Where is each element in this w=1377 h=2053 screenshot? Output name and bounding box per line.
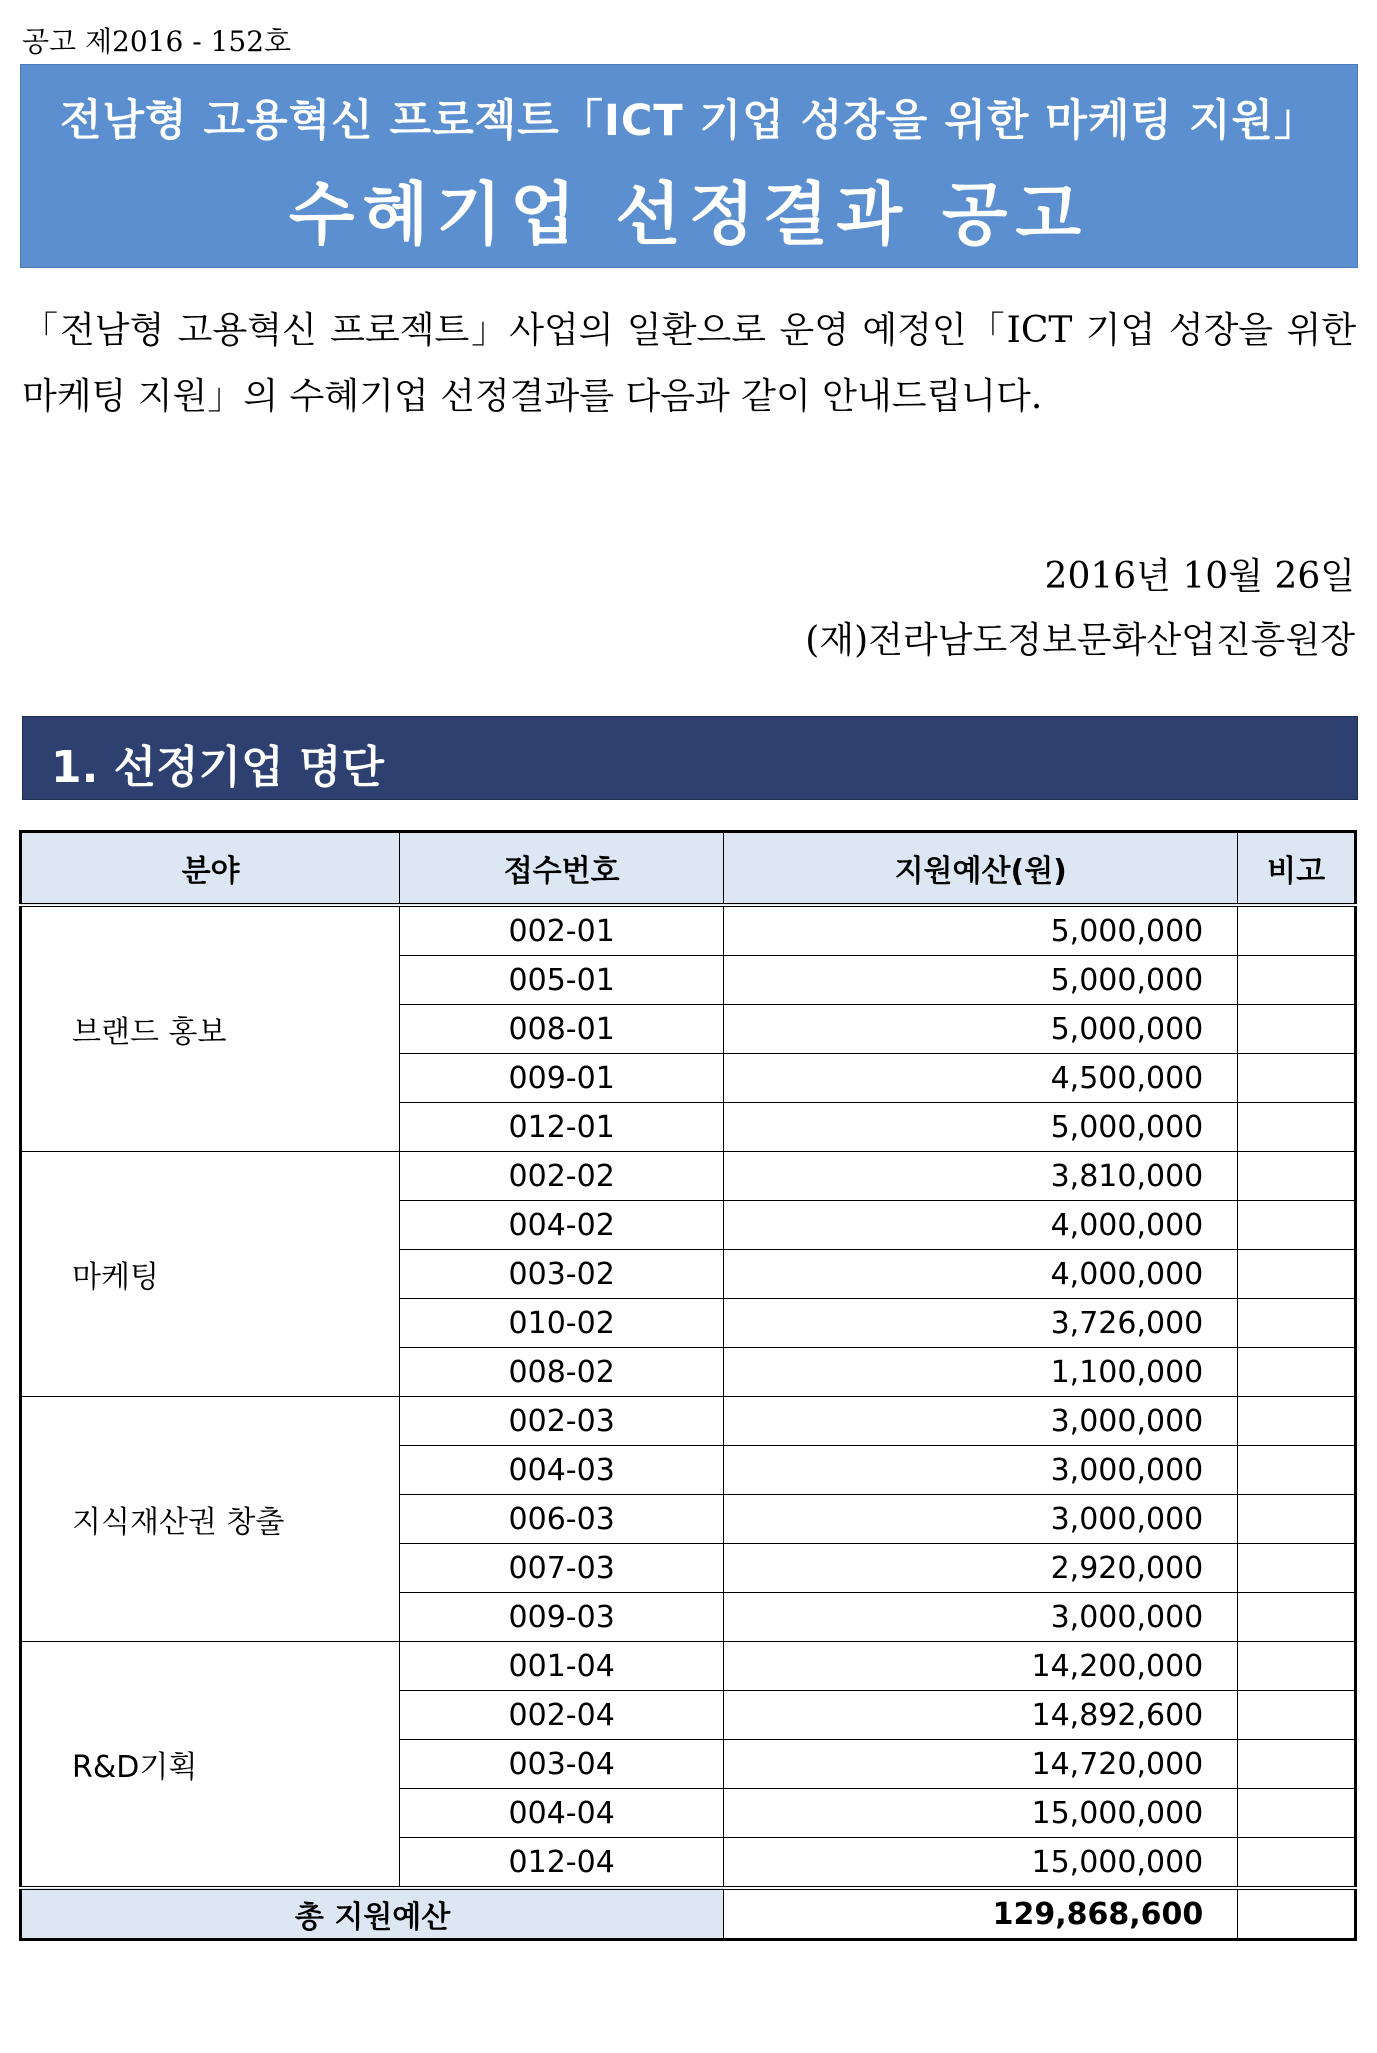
remarks-cell xyxy=(1238,1201,1356,1250)
receipt-number-cell: 002-01 xyxy=(400,905,724,956)
receipt-number-cell: 009-01 xyxy=(400,1054,724,1103)
budget-cell: 3,726,000 xyxy=(724,1299,1238,1348)
receipt-number-cell: 004-02 xyxy=(400,1201,724,1250)
remarks-cell xyxy=(1238,1397,1356,1446)
budget-cell: 3,000,000 xyxy=(724,1397,1238,1446)
budget-cell: 3,000,000 xyxy=(724,1446,1238,1495)
receipt-number-cell: 008-01 xyxy=(400,1005,724,1054)
total-remarks-cell xyxy=(1238,1888,1356,1940)
remarks-cell xyxy=(1238,1103,1356,1152)
title-line-2: 수혜기업 선정결과 공고 xyxy=(288,176,1090,255)
remarks-cell xyxy=(1238,1642,1356,1691)
receipt-number-cell: 003-02 xyxy=(400,1250,724,1299)
remarks-cell xyxy=(1238,1005,1356,1054)
notice-number: 공고 제2016 - 152호 xyxy=(22,25,292,58)
receipt-number-cell: 004-04 xyxy=(400,1789,724,1838)
total-row xyxy=(21,1888,1356,1940)
remarks-cell xyxy=(1238,1789,1356,1838)
remarks-cell xyxy=(1238,956,1356,1005)
table-body xyxy=(21,905,1356,1940)
budget-cell: 4,000,000 xyxy=(724,1201,1238,1250)
title-line-1: 전남형 고용혁신 프로젝트「ICT 기업 성장을 위한 마케팅 지원」 xyxy=(59,96,1319,146)
receipt-number-cell: 006-03 xyxy=(400,1495,724,1544)
notice-date: 2016년 10월 26일 xyxy=(1044,556,1355,597)
section-title: 1. 선정기업 명단 xyxy=(51,742,384,793)
remarks-cell xyxy=(1238,1495,1356,1544)
category-cell: 브랜드 홍보 xyxy=(21,905,400,1152)
category-cell: 지식재산권 창출 xyxy=(21,1397,400,1642)
budget-cell: 15,000,000 xyxy=(724,1789,1238,1838)
budget-cell: 14,892,600 xyxy=(724,1691,1238,1740)
remarks-cell xyxy=(1238,1299,1356,1348)
receipt-number-cell: 002-03 xyxy=(400,1397,724,1446)
remarks-cell xyxy=(1238,1593,1356,1642)
remarks-cell xyxy=(1238,1691,1356,1740)
section-header xyxy=(22,716,1358,800)
budget-cell: 15,000,000 xyxy=(724,1838,1238,1889)
receipt-number-cell: 004-03 xyxy=(400,1446,724,1495)
header-category: 분야 xyxy=(21,832,400,906)
receipt-number-cell: 002-04 xyxy=(400,1691,724,1740)
intro-paragraph: 「전남형 고용혁신 프로젝트」사업의 일환으로 운영 예정인「ICT 기업 성장을 위한 마케팅 지원」의 수혜기업 선정결과를 다음과 같이 안내드립니다. xyxy=(22,310,1356,417)
category-cell: R&D기획 xyxy=(21,1642,400,1889)
budget-cell: 5,000,000 xyxy=(724,1005,1238,1054)
total-value: 129,868,600 xyxy=(724,1888,1238,1940)
header-budget: 지원예산(원) xyxy=(724,832,1238,906)
receipt-number-cell: 010-02 xyxy=(400,1299,724,1348)
receipt-number-cell: 002-02 xyxy=(400,1152,724,1201)
receipt-number-cell: 008-02 xyxy=(400,1348,724,1397)
table-row xyxy=(21,905,1356,956)
table-row xyxy=(21,1397,1356,1446)
table-row xyxy=(21,1642,1356,1691)
issuer-name: (재)전라남도정보문화산업진흥원장 xyxy=(805,620,1355,661)
remarks-cell xyxy=(1238,1152,1356,1201)
title-banner xyxy=(20,64,1358,268)
budget-cell: 14,720,000 xyxy=(724,1740,1238,1789)
receipt-number-cell: 007-03 xyxy=(400,1544,724,1593)
receipt-number-cell: 012-01 xyxy=(400,1103,724,1152)
budget-cell: 3,810,000 xyxy=(724,1152,1238,1201)
receipt-number-cell: 009-03 xyxy=(400,1593,724,1642)
remarks-cell xyxy=(1238,1446,1356,1495)
remarks-cell xyxy=(1238,1250,1356,1299)
remarks-cell xyxy=(1238,1838,1356,1889)
category-cell: 마케팅 xyxy=(21,1152,400,1397)
receipt-number-cell: 003-04 xyxy=(400,1740,724,1789)
budget-cell: 3,000,000 xyxy=(724,1593,1238,1642)
table-row xyxy=(21,1152,1356,1201)
remarks-cell xyxy=(1238,1348,1356,1397)
remarks-cell xyxy=(1238,1544,1356,1593)
receipt-number-cell: 012-04 xyxy=(400,1838,724,1889)
budget-cell: 4,500,000 xyxy=(724,1054,1238,1103)
budget-cell: 5,000,000 xyxy=(724,1103,1238,1152)
selected-companies-table xyxy=(19,830,1357,1941)
budget-cell: 4,000,000 xyxy=(724,1250,1238,1299)
header-receipt-number: 접수번호 xyxy=(400,832,724,906)
total-label: 총 지원예산 xyxy=(21,1888,724,1940)
budget-cell: 1,100,000 xyxy=(724,1348,1238,1397)
budget-cell: 14,200,000 xyxy=(724,1642,1238,1691)
budget-cell: 5,000,000 xyxy=(724,905,1238,956)
receipt-number-cell: 005-01 xyxy=(400,956,724,1005)
budget-cell: 3,000,000 xyxy=(724,1495,1238,1544)
table-header-row xyxy=(21,832,1356,906)
remarks-cell xyxy=(1238,1054,1356,1103)
budget-cell: 2,920,000 xyxy=(724,1544,1238,1593)
receipt-number-cell: 001-04 xyxy=(400,1642,724,1691)
remarks-cell xyxy=(1238,905,1356,956)
budget-cell: 5,000,000 xyxy=(724,956,1238,1005)
remarks-cell xyxy=(1238,1740,1356,1789)
header-remarks: 비고 xyxy=(1238,832,1356,906)
